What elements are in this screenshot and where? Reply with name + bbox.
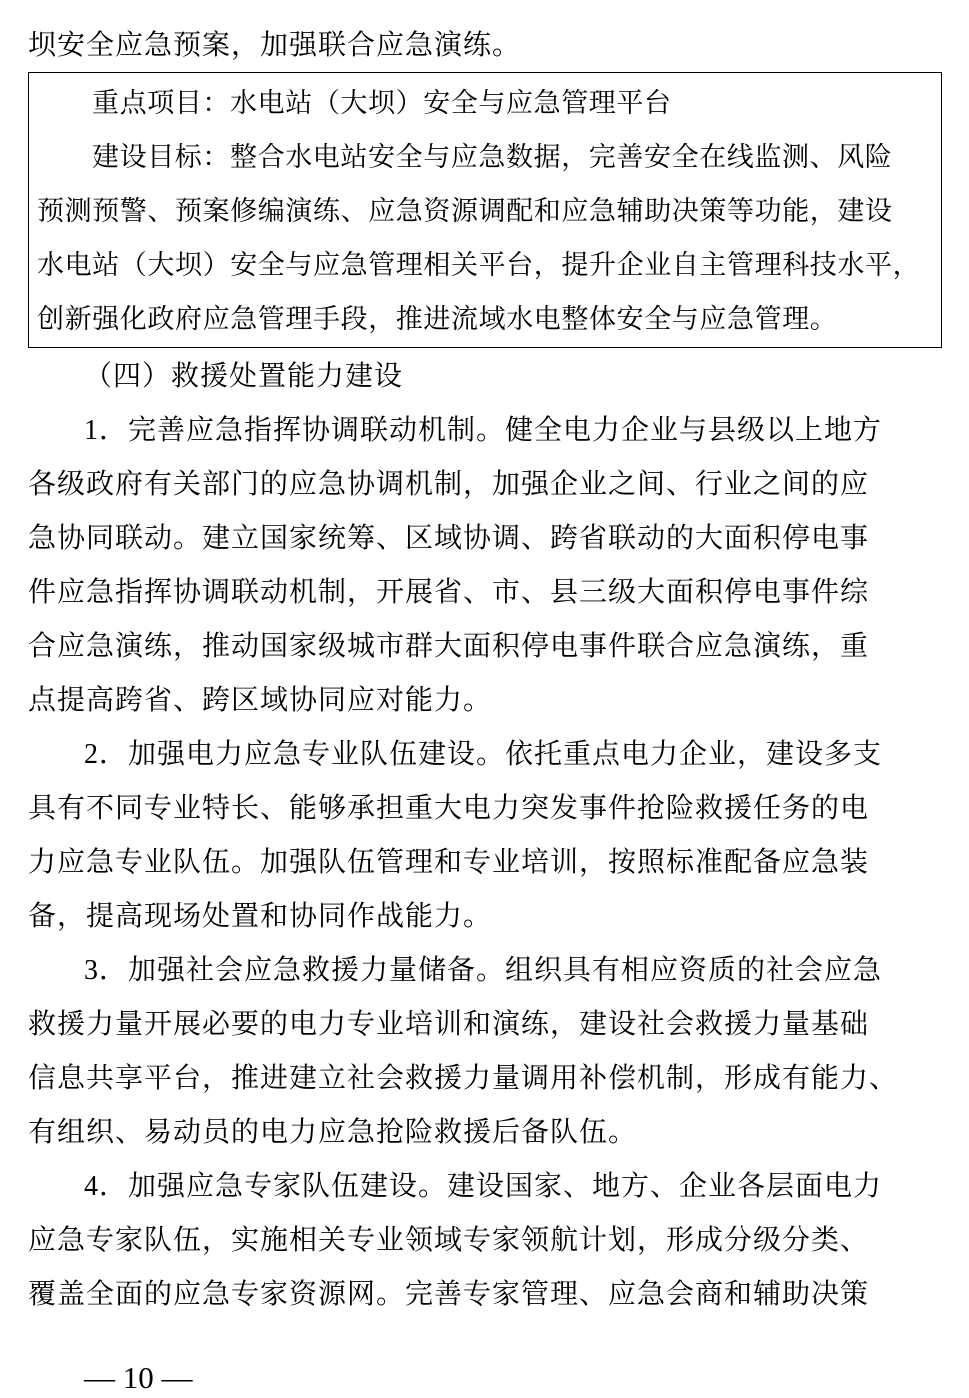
key-project-goal-line: 预测预警、预案修编演练、应急资源调配和应急辅助决策等功能，建设 xyxy=(37,196,893,227)
paragraph-line: 点提高跨省、跨区域协同应对能力。 xyxy=(28,683,493,716)
item-text: ．完善应急指挥协调联动机制。健全电力企业与县级以上地方 xyxy=(99,413,883,446)
paragraph-line: 急协同联动。建立国家统筹、区域协调、跨省联动的大面积停电事 xyxy=(28,521,870,554)
paragraph-line: 各级政府有关部门的应急协调机制，加强企业之间、行业之间的应 xyxy=(28,467,870,500)
item-number: 4 xyxy=(84,1171,99,1202)
paragraph-line: 覆盖全面的应急专家资源网。完善专家管理、应急会商和辅助决策 xyxy=(28,1277,870,1310)
item-text: ．加强应急专家队伍建设。建设国家、地方、企业各层面电力 xyxy=(99,1169,883,1202)
paragraph-line: 信息共享平台，推进建立社会救援力量调用补偿机制，形成有能力、 xyxy=(28,1061,899,1094)
paragraph-line: 力应急专业队伍。加强队伍管理和专业培训，按照标准配备应急装 xyxy=(28,845,870,878)
key-project-title: 重点项目：水电站（大坝）安全与应急管理平台 xyxy=(92,88,672,119)
item-first-line xyxy=(84,403,946,457)
item-number: 1 xyxy=(84,415,99,446)
paragraph-line: 救援力量开展必要的电力专业培训和演练，建设社会救援力量基础 xyxy=(28,1007,870,1040)
item-first-line xyxy=(84,1159,946,1213)
key-project-box xyxy=(28,72,942,348)
paragraph-line: 备，提高现场处置和协同作战能力。 xyxy=(28,899,493,932)
paragraph-line: 件应急指挥协调联动机制，开展省、市、县三级大面积停电事件综 xyxy=(28,575,870,608)
paragraph-line: 有组织、易动员的电力应急抢险救援后备队伍。 xyxy=(28,1115,638,1148)
paragraph-line: 合应急演练，推动国家级城市群大面积停电事件联合应急演练，重 xyxy=(28,629,870,662)
page-number: — 10 — xyxy=(84,1360,193,1395)
paragraph-line: 应急专家队伍，实施相关专业领域专家领航计划，形成分级分类、 xyxy=(28,1223,870,1256)
item-text: ．加强社会应急救援力量储备。组织具有相应资质的社会应急 xyxy=(99,953,883,986)
key-project-goal-line: 建设目标：整合水电站安全与应急数据，完善安全在线监测、风险 xyxy=(92,142,893,173)
section-heading: （四）救援处置能力建设 xyxy=(84,359,404,392)
item-first-line xyxy=(84,727,946,781)
item-number: 2 xyxy=(84,739,99,770)
item-number: 3 xyxy=(84,955,99,986)
continuation-text: 坝安全应急预案，加强联合应急演练。 xyxy=(28,28,522,61)
paragraph-line: 具有不同专业特长、能够承担重大电力突发事件抢险救援任务的电 xyxy=(28,791,870,824)
item-first-line xyxy=(84,943,946,997)
key-project-goal-line: 水电站（大坝）安全与应急管理相关平台，提升企业自主管理科技水平， xyxy=(37,250,921,281)
item-text: ．加强电力应急专业队伍建设。依托重点电力企业，建设多支 xyxy=(99,737,883,770)
key-project-goal-line: 创新强化政府应急管理手段，推进流域水电整体安全与应急管理。 xyxy=(37,304,838,335)
